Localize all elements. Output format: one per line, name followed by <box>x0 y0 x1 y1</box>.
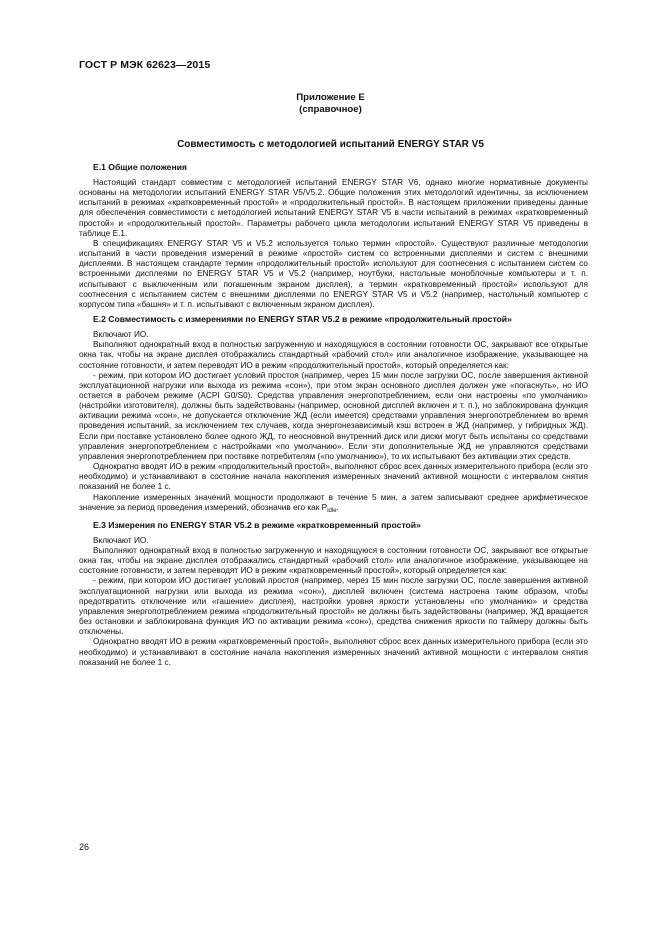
content <box>79 162 588 668</box>
section-heading-e2: Е.2 Совместимость с измерениями по ENERGY STAR V5.2 в режиме «продолжительный простой» <box>93 314 512 325</box>
appendix-title: Совместимость с методологией испытаний ENERGY STAR V5 <box>177 139 484 150</box>
definition-item: - режим, при котором ИО достигает условий простоя (например, через 15 мин после загрузки ОС, после завершения активной эксплуатационной нагрузки или выхода из режима «сон»), дисплей включен (система настроена таким образом, чтобы предотвратить отключение или «гашение» дисплея), настройки уровня яркости установлены «по умолчанию» и средства управления энергопотреблением режима «продолжительный простой» не должны быть задействованы (например, ЖД вращается без остановки и заблокирована функция ИО по активации режима «сон»), средства снижения яркости по таймеру должны быть отключены. <box>79 576 588 637</box>
paragraph: В спецификациях ENERGY STAR V5 и V5.2 используется только термин «простой». Существуют различные методологии испытаний в части проведения измерений в режиме «простой» систем со встроенными дисплеями и систем с внешними дисплеями. В настоящем стандарте термин «продолжительный простой» используют для соотнесения с испытанием систем со встроенными дисплеями по ENERGY STAR V5 и V5.2 (например, ноутбуки, настольные моноблочные компьютеры и т. п. испытывают с выключенным или погашенным экраном дисплея), а термин «кратковременный простой» используют для соотнесения с испытанием систем с внешними дисплеями по ENERGY STAR V5 и V5.2 (например, настольный компьютер с корпусом типа «башня» и т. п. испытывают с включенным экраном дисплея). <box>79 238 588 309</box>
paragraph: Выполняют однократный вход в полностью загруженную и находящуюся в состоянии готовности ОС, закрывают все открытые окна так, чтобы на экране дисплея отображались стандартный «рабочий стол» или аналогичное изображение, указывающее на состояние готовности, и затем переводят ИО в режим «кратковременный простой», который определяется как: <box>79 546 588 576</box>
paragraph-p-idle <box>79 493 588 516</box>
paragraph: Настоящий стандарт совместим с методологией испытаний ENERGY STAR V6, однако многие нормативные документы основаны на методологии испытаний ENERGY STAR V5/V5.2. Общие положения этих методологий идентичны, за исключением испытаний в режимах «кратковременный простой» и «продолжительный простой». В настоящем приложении приведены данные для обеспечения совместимости с методологией испытаний ENERGY STAR V5 в части испытаний в режимах «кратковременный простой» и «продолжительный простой». Параметры рабочего цикла методологии испытаний ENERGY STAR V5 приведены в таблице Е.1. <box>79 178 588 238</box>
standard-header: ГОСТ Р МЭК 62623—2015 <box>79 59 211 71</box>
page-number: 26 <box>79 842 90 852</box>
paragraph: Однократно вводят ИО в режим «продолжительный простой», выполняют сброс всех данных измерительного прибора (если это необходимо) и устанавливают в состояние начала накопления измеренных значений активной мощности с интервалом снятия показаний не более 1 с. <box>79 462 588 492</box>
section-heading-e3: Е.3 Измерения по ENERGY STAR V5.2 в режиме «кратковременный простой» <box>93 519 421 530</box>
appendix-label: Приложение Е <box>296 92 365 103</box>
appendix-note: (справочное) <box>299 104 362 115</box>
definition-item: - режим, при котором ИО достигает условий простоя (например, через 15 мин после загрузки ОС, после завершения активной эксплуатационной нагрузки или выхода из режима «сон»), при этом экран основного дисплея должен уже «погаснуть», но ИО остается в рабочем режиме (ACPI G0/S0). Средства управления энергопотреблением, если они настроены «по умолчанию» (настройки изготовителя), должны быть задействованы (например, основной дисплей включен и т. п.), но заблокирована функция активации режима «сон», не допускается отключение ЖД (если имеется) средствами управления энергопотреблением во время проведения испытаний, за исключением тех случаев, когда энергонезависимый кэш встроен в ЖД (например, у гибридных ЖД). Если при поставке установлено более одного ЖД, то неосновной внутренний диск или диски могут быть испытаны со средствами управления энергопотреблением с настройками «по умолчанию». Если эти дополнительные ЖД не управляются средствами управления энергопотреблением при поставке потребителям («по умолчанию»), то их испытывают без активации этих средств. <box>79 370 588 461</box>
section-heading-e1: Е.1 Общие положения <box>93 162 187 172</box>
paragraph: Выполняют однократный вход в полностью загруженную и находящуюся в состоянии готовности ОС, закрывают все открытые окна так, чтобы на экране дисплея отображались стандартный «рабочий стол» или аналогичное изображение, указывающее на состояние готовности, и затем переводят ИО в режим «продолжительный простой», который определяется как: <box>79 340 588 370</box>
subscript-idle: idle <box>327 507 337 514</box>
paragraph: Включают ИО. <box>93 535 149 545</box>
paragraph: Однократно вводят ИО в режим «кратковременный простой», выполняют сброс всех данных измерительного прибора (если это необходимо) и устанавливают в состояние начала накопления измеренных значений активной мощности с интервалом снятия показаний не более 1 с. <box>79 637 588 667</box>
paragraph: Включают ИО. <box>93 330 149 340</box>
paragraph-end: . <box>336 502 339 512</box>
appendix-block <box>0 92 661 116</box>
paragraph-text: Накопление измеренных значений мощности продолжают в течение 5 мин, а затем записывают среднее арифметическое значение за период проведения измерений, обозначив его как P <box>79 492 588 512</box>
